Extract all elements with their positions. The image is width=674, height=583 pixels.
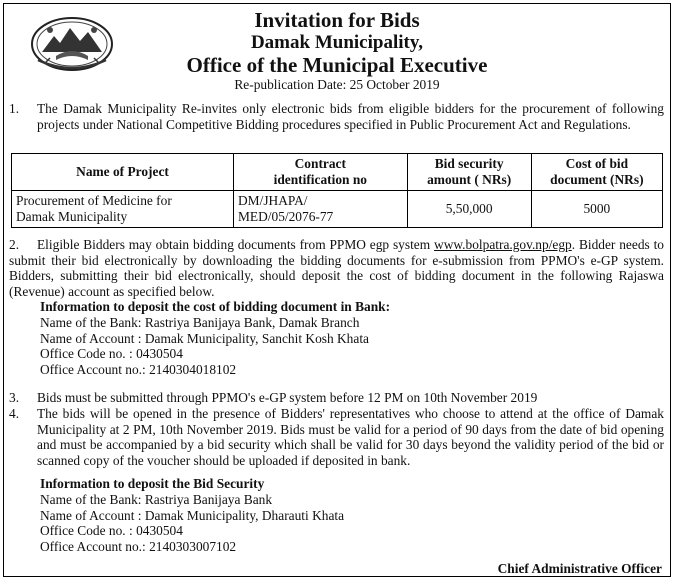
paragraph-text: Bids must be submitted through PPMO's e-GP system before 12 PM on 10th November 2019 <box>37 390 538 405</box>
col-header-security: Bid security amount ( NRs) <box>407 154 531 191</box>
paragraph-number: 4. <box>9 406 20 421</box>
republication-date: Re-publication Date: 25 October 2019 <box>234 77 440 92</box>
bid-notice <box>3 3 671 577</box>
bank-name: Name of the Bank: Rastriya Banijaya Bank <box>40 491 273 507</box>
municipality-name: Damak Municipality, <box>250 32 424 53</box>
table-row <box>12 191 663 228</box>
cell-bid-security: 5,50,000 <box>407 191 531 228</box>
cell-project-name: Procurement of Medicine for Damak Municipality <box>12 191 234 228</box>
col-header-project: Name of Project <box>12 154 234 191</box>
cell-contract-id: DM/JHAPA/ MED/05/2076-77 <box>234 191 408 228</box>
bank-info-title: Information to deposit the Bid Security <box>40 476 265 492</box>
account-name: Name of Account : Damak Municipality, Sanchit Kosh Khata <box>40 330 369 346</box>
table-header-row <box>12 154 663 191</box>
cell-bid-cost: 5000 <box>531 191 662 228</box>
paragraph-number: 1. <box>9 101 20 116</box>
notice-title: Invitation for Bids <box>254 8 420 32</box>
bank-info-title: Information to deposit the cost of bidding document in Bank: <box>40 299 391 315</box>
bank-name: Name of the Bank: Rastriya Banijaya Bank, Damak Branch <box>40 314 360 330</box>
signature-title: Chief Administrative Officer <box>497 561 662 576</box>
bolpatra-link[interactable]: www.bolpatra.gov.np/egp <box>434 237 572 252</box>
office-code: Office Code no. : 0430504 <box>40 346 183 362</box>
paragraph-2 <box>9 237 664 377</box>
paragraph-text: The Damak Municipality Re-invites only electronic bids from eligible bidders for the procurement of following projects under National Competitive Bidding procedures specified in Public Procurement Act and Regulations. <box>37 101 664 132</box>
account-name: Name of Account : Damak Municipality, Dharauti Khata <box>40 507 345 523</box>
paragraph-text: The bids will be opened in the presence of Bidders' representatives who choose to attend at the office of Damak Municipality at 2 PM, 10th November 2019. Bids must be valid for a period of 90 days from the date of bid opening and must be accompanied by a bid security which shall be valid for 30 days beyond the validity period of the bid or scanned copy of the voucher should be uploaded if deposited in bank. <box>37 406 664 468</box>
office-account: Office Account no.: 2140303007102 <box>40 538 237 554</box>
col-header-cost: Cost of bid document (NRs) <box>531 154 662 191</box>
project-table <box>11 153 663 228</box>
paragraph-text: Eligible Bidders may obtain bidding documents from PPMO egp system www.bolpatra.gov.np/egp. Bidder needs to submit their bid electronically by downloading the bidding documents for e-submission from PPMO's e-GP system. Bidders, submitting their bid electronically, should deposit the cost of bidding document in the following Rajaswa (Revenue) account as specified below. <box>9 237 664 299</box>
paragraph-3 <box>9 390 664 406</box>
paragraph-number: 3. <box>9 390 20 405</box>
office-code: Office Code no. : 0430504 <box>40 523 183 539</box>
office-name: Office of the Municipal Executive <box>186 53 488 77</box>
office-account: Office Account no.: 2140304018102 <box>40 361 237 377</box>
paragraph-number: 2. <box>9 237 20 252</box>
paragraph-4 <box>9 406 664 554</box>
notice-header <box>4 8 670 93</box>
col-header-contract: Contract identification no <box>234 154 408 191</box>
paragraph-1 <box>9 101 664 132</box>
